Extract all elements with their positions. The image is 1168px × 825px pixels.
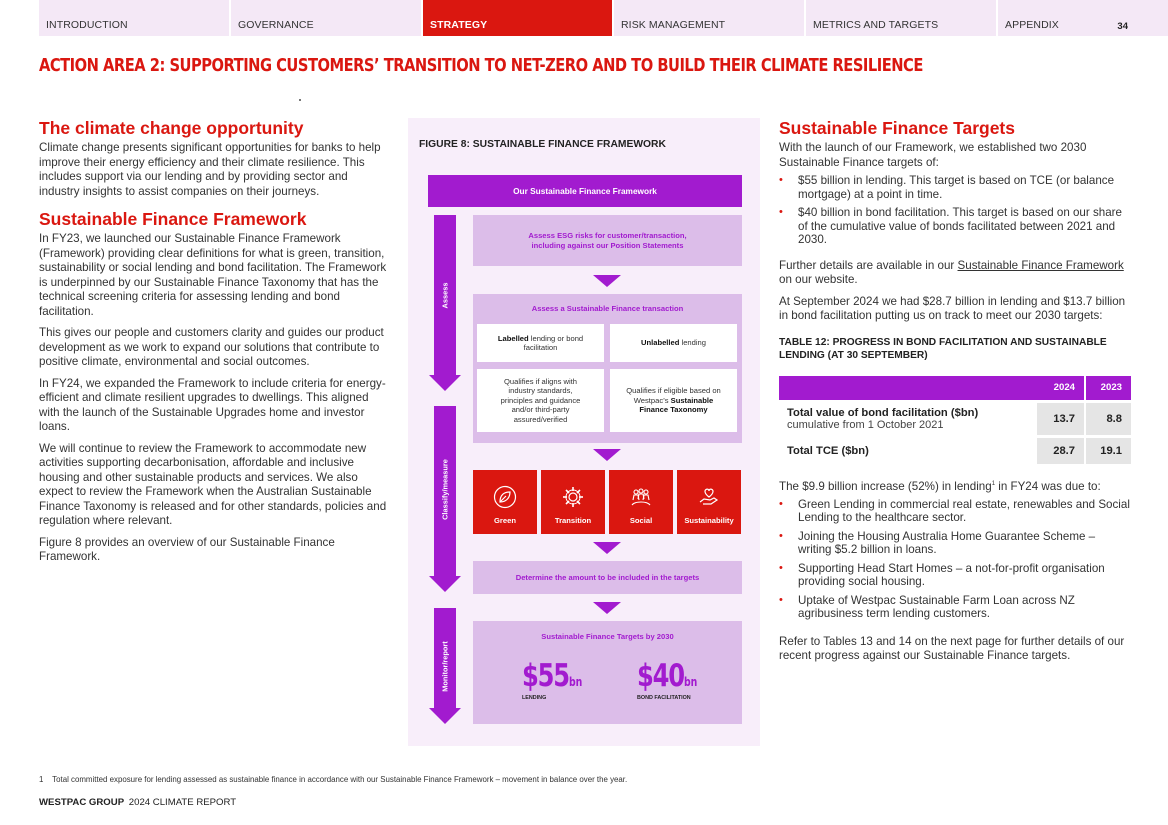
category-green [473, 470, 537, 534]
qualification-text [622, 386, 725, 415]
table-row [779, 403, 1131, 435]
paragraph: With the launch of our Framework, we established two 2030 Sustainable Finance targets of: [779, 141, 1087, 169]
step-determine-amount: Determine the amount to be included in the targets [473, 561, 742, 594]
tab-governance[interactable] [231, 0, 421, 36]
category-transition [541, 470, 605, 534]
unlabelled-rest: lending [679, 338, 706, 348]
qualification-pre: Qualifies if eligible based on Westpac’s [626, 386, 721, 405]
table-header-blank [779, 376, 1037, 400]
target-bond-value [637, 658, 697, 694]
row-sub-label: cumulative from 1 October 2021 [787, 418, 944, 431]
footnote-text: Total committed exposure for lending assessed as sustainable finance in accordance with our Sustainable Finance Framework – movement in balance over the year. [52, 775, 628, 784]
paragraph: In FY23, we launched our Sustainable Finance Framework (Framework) providing clear definitions for what is green, transition, sustainability or social lending and bond facilitation. The Framework is underpinned by our Sustainable Finance Taxonomy that has the technical screening criteria for assessing lending and bond facilitation. [39, 232, 387, 318]
table-cell-value: 28.7 [1037, 438, 1084, 464]
table-row [779, 438, 1131, 464]
paragraph [779, 477, 1131, 494]
table-header-2024: 2024 [1037, 376, 1084, 400]
step-text: Assess a Sustainable Finance transaction [531, 304, 684, 313]
list-item: • Joining the Housing Australia Home Guarantee Scheme – writing $5.2 billion in loans. [779, 530, 1131, 557]
arrow-label-classify: Classify/measure [440, 459, 450, 520]
tab-label: METRICS AND TARGETS [813, 19, 939, 31]
category-label: Social [629, 516, 653, 525]
list-item: • Green Lending in commercial real estate, renewables and Social Lending to the healthcare sector. [779, 498, 1131, 525]
target-value: $40 [637, 658, 684, 694]
list-item: • Uptake of Westpac Sustainable Farm Loan across NZ agribusiness term lending customers. [779, 594, 1131, 621]
decorative-dot [299, 99, 301, 101]
tab-label: RISK MANAGEMENT [621, 19, 726, 31]
footer-title: 2024 CLIMATE REPORT [128, 797, 237, 808]
paragraph: At September 2024 we had $28.7 billion in lending and $13.7 billion in bond facilitation putting us on track to meet our 2030 targets: [779, 294, 1126, 322]
target-unit: bn [683, 675, 698, 689]
paragraph: Climate change presents significant opportunities for banks to help improve their energy efficiency and their climate resilience. This includes support via our lending and by providing sector and industry insights to assist companies on their journeys. [39, 141, 381, 198]
category-social [609, 470, 673, 534]
unlabelled-bold: Unlabelled [640, 338, 680, 348]
table-cell-value: 19.1 [1084, 438, 1131, 464]
unlabelled-box [610, 324, 737, 362]
figure-title: FIGURE 8: SUSTAINABLE FINANCE FRAMEWORK [419, 139, 666, 150]
table-header-row [779, 376, 1131, 400]
row-label: Total TCE ($bn) [787, 444, 869, 457]
labelled-bold: Labelled [497, 333, 529, 343]
right-column [779, 118, 1131, 671]
category-label: Sustainability [684, 516, 734, 525]
tab-metrics-and-targets[interactable] [806, 0, 996, 36]
row-label: Total value of bond facilitation ($bn) [787, 406, 979, 419]
list-item: • $40 billion in bond facilitation. This target is based on our share of the cumulative value of bonds facilitated between 2021 and 2030. [779, 206, 1131, 247]
step-targets-2030 [473, 621, 742, 724]
category-label: Green [494, 516, 516, 525]
gears-icon [561, 485, 585, 509]
paragraph-text: on our website. [779, 273, 858, 286]
target-bond-label: BOND FACILITATION [637, 695, 691, 701]
tab-introduction[interactable] [39, 0, 229, 36]
table-header-2023: 2023 [1084, 376, 1131, 400]
heading-sustainable-finance-targets: Sustainable Finance Targets [779, 118, 1015, 138]
target-lending-label: LENDING [522, 695, 547, 701]
figure-sustainable-finance-framework [408, 118, 760, 746]
step-text: Assess ESG risks for customer/transaction, including against our Position Statements [528, 230, 687, 250]
list-item: • $55 billion in lending. This target is based on TCE (or balance mortgage) at a point in time. [779, 174, 1131, 201]
labelled-text [497, 334, 584, 353]
arrow-head [429, 375, 461, 391]
paragraph: This gives our people and customers clarity and guides our product development as we work to expand our solutions that contribute to positive climate, environmental and social outcomes. [39, 326, 384, 368]
page-number: 34 [1117, 21, 1128, 32]
top-navigation [39, 0, 1168, 36]
paragraph-text: Further details are available in our [779, 258, 958, 272]
down-triangle [593, 275, 621, 287]
tab-label: GOVERNANCE [238, 19, 314, 31]
tab-label: INTRODUCTION [46, 19, 128, 31]
table-cell-label [779, 403, 1037, 435]
qualification-labelled: Qualifies if aligns with industry standards, principles and guidance and/or third-party assured/verified [477, 369, 604, 432]
arrow-label-assess: Assess [440, 282, 450, 309]
step-assess-esg-risks [473, 215, 742, 266]
footnote-ref: 1 [991, 480, 996, 487]
target-lending-value [522, 658, 582, 694]
list-item: • Supporting Head Start Homes – a not-for-profit organisation providing social housing. [779, 562, 1131, 589]
table-cell-value: 8.8 [1084, 403, 1131, 435]
target-value: $55 [522, 658, 569, 694]
page-title: ACTION AREA 2: SUPPORTING CUSTOMERS’ TRANSITION TO NET-ZERO AND TO BUILD THEIR CLIMATE RESILIENCE [39, 56, 923, 76]
target-unit: bn [568, 675, 583, 689]
labelled-box [477, 324, 604, 362]
down-triangle [593, 542, 621, 554]
tab-label: APPENDIX [1005, 19, 1059, 31]
qualification-unlabelled [610, 369, 737, 432]
category-label: Transition [554, 516, 592, 525]
table-cell-value: 13.7 [1037, 403, 1084, 435]
arrow-label-monitor: Monitor/report [440, 641, 450, 692]
paragraph: Figure 8 provides an overview of our Sustainable Finance Framework. [39, 535, 335, 563]
tab-appendix[interactable] [998, 0, 1168, 36]
tab-strategy[interactable] [423, 0, 612, 36]
paragraph-text: in FY24 was due to: [995, 479, 1101, 493]
tab-risk-management[interactable] [614, 0, 804, 36]
targets-list [779, 174, 1131, 247]
down-triangle [593, 449, 621, 461]
paragraph: In FY24, we expanded the Framework to include criteria for energy-efficient and climate resilient upgrades to dwellings. This aligned with the launch of the Sustainable Upgrades home and investor loans. [39, 376, 386, 433]
labelled-rest: lending or bond facilitation [523, 333, 584, 352]
step-text: Sustainable Finance Targets by 2030 [541, 632, 674, 641]
paragraph-text: The $9.9 billion increase (52%) in lending [779, 479, 992, 493]
tab-label: STRATEGY [430, 19, 488, 31]
down-triangle [593, 602, 621, 614]
left-column [39, 118, 391, 572]
people-icon [629, 485, 653, 509]
category-sustainability [677, 470, 741, 534]
footnote-number: 1 [39, 775, 44, 784]
footer-brand: WESTPAC GROUP [39, 797, 125, 808]
qualification-bold: Sustainable Finance Taxonomy [639, 395, 714, 415]
framework-header: Our Sustainable Finance Framework [428, 175, 742, 207]
leaf-icon [493, 485, 517, 509]
paragraph [779, 259, 1131, 288]
arrow-head [429, 576, 461, 592]
paragraph: We will continue to review the Framework to accommodate new activities supporting decarbonisation, affordable and inclusive housing and other sustainable products and services. We also expect to review the Framework when the Australian Sustainable Finance Taxonomy is released and for other standards, policies and regulation where relevant. [39, 441, 387, 527]
footnote [39, 775, 627, 784]
framework-link[interactable]: Sustainable Finance Framework [957, 258, 1124, 272]
page-footer [39, 797, 236, 808]
table-cell-label [779, 438, 1037, 464]
unlabelled-text [641, 338, 706, 348]
increase-reasons-list [779, 498, 1131, 621]
heading-sustainable-finance-framework: Sustainable Finance Framework [39, 209, 307, 229]
heart-hand-icon [697, 485, 721, 509]
progress-table [779, 373, 1131, 467]
paragraph: Refer to Tables 13 and 14 on the next page for further details of our recent progress against our Sustainable Finance targets. [779, 634, 1125, 663]
table-title: TABLE 12: PROGRESS IN BOND FACILITATION AND SUSTAINABLE LENDING (AT 30 SEPTEMBER) [779, 336, 1107, 361]
heading-climate-opportunity: The climate change opportunity [39, 118, 304, 138]
